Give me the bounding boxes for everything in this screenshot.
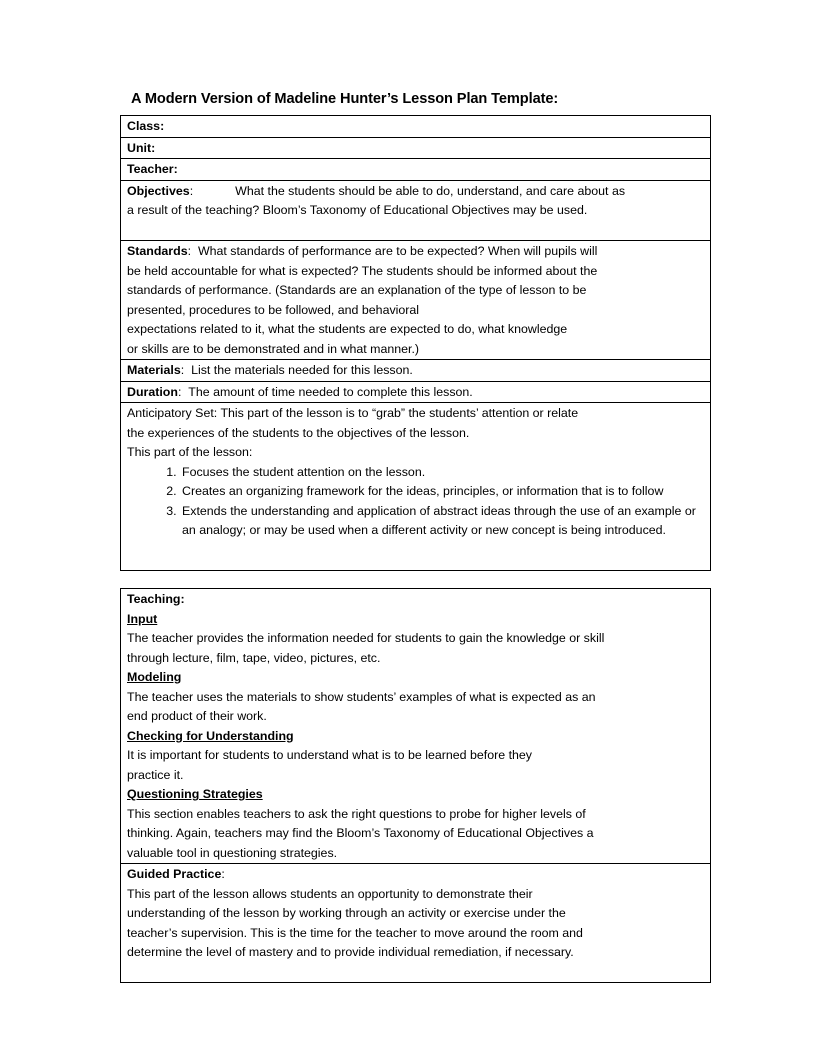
standards-line-6: or skills are to be demonstrated and in what manner.) [127, 341, 420, 356]
list-item: 1. Focuses the student attention on the lesson. [180, 463, 704, 483]
standards-line-5: expectations related to it, what the students are expected to do, what knowledge [127, 322, 568, 336]
anticipatory-line-1: Anticipatory Set: This part of the lesson is to “grab” the students’ attention or relate [127, 406, 579, 420]
cell-materials [121, 360, 711, 382]
materials-colon: : [180, 363, 185, 377]
table-row-standards [121, 241, 711, 360]
questioning-strategies-heading: Questioning Strategies [127, 787, 263, 801]
objectives-line-1 [127, 182, 704, 202]
table-row-guided-practice [121, 864, 711, 983]
input-line-2: through lecture, film, tape, video, pictures, etc. [127, 650, 381, 665]
input-line-1: The teacher provides the information needed for students to gain the knowledge or skill [127, 631, 605, 645]
lesson-plan-table-top [120, 115, 711, 571]
guided-practice-line-1: This part of the lesson allows students an opportunity to demonstrate their [127, 886, 533, 901]
page-title: A Modern Version of Madeline Hunter’s Lesson Plan Template: [131, 91, 559, 107]
list-item: 3. Extends the understanding and application of abstract ideas through the use of an example or an analogy; or may be used when a different activity or new concept is being introduced. [180, 502, 704, 541]
lesson-plan-table-bottom [120, 588, 711, 983]
guided-practice-line-2: understanding of the lesson by working through an activity or exercise under the [127, 906, 566, 920]
duration-colon: : [177, 384, 182, 399]
table-row-duration [121, 381, 711, 403]
standards-line-2: be held accountable for what is expected? The students should be informed about the [127, 263, 598, 278]
materials-line [127, 361, 704, 381]
modeling-heading: Modeling [127, 670, 182, 684]
guided-practice-line-4: determine the level of mastery and to provide individual remediation, if necessary. [127, 945, 574, 959]
materials-label: Materials [127, 363, 181, 377]
duration-text: The amount of time needed to complete this lesson. [188, 384, 473, 399]
objectives-blank-line [127, 221, 704, 241]
anticipatory-line-3: This part of the lesson: [127, 445, 253, 459]
objectives-label: Objectives [127, 183, 190, 198]
table-row-teacher [121, 159, 711, 181]
table-row-materials [121, 360, 711, 382]
standards-line-4: presented, procedures to be followed, and behavioral [127, 302, 420, 317]
unit-label: Unit: [127, 140, 156, 155]
materials-text: List the materials needed for this lesson. [191, 363, 413, 377]
class-label: Class: [127, 119, 165, 133]
checking-line-1: It is important for students to understand what is to be learned before they [127, 748, 532, 762]
standards-line-3: standards of performance. (Standards are an explanation of the type of lesson to be [127, 283, 587, 297]
questioning-line-1: This section enables teachers to ask the right questions to probe for higher levels of [127, 806, 586, 821]
anticipatory-line-2: the experiences of the students to the objectives of the lesson. [127, 425, 470, 440]
guided-practice-line-3: teacher’s supervision. This is the time for the teacher to move around the room and [127, 925, 583, 940]
guided-practice-colon: : [221, 867, 225, 881]
duration-label: Duration [127, 384, 178, 399]
guided-practice-label: Guided Practice [127, 867, 222, 881]
guided-practice-blank-line [127, 963, 704, 983]
cell-teacher [121, 159, 711, 181]
objectives-colon: : [189, 183, 194, 198]
modeling-line-1: The teacher uses the materials to show students’ examples of what is expected as an [127, 689, 596, 704]
checking-for-understanding-heading: Checking for Understanding [127, 728, 294, 743]
table-row-unit [121, 137, 711, 159]
teaching-heading: Teaching: [127, 592, 185, 606]
questioning-line-3: valuable tool in questioning strategies. [127, 845, 338, 860]
table-row-anticipatory-set [121, 403, 711, 571]
checking-line-2: practice it. [127, 767, 184, 782]
guided-practice-heading [127, 865, 704, 885]
duration-line [127, 383, 704, 403]
cell-duration [121, 381, 711, 403]
standards-colon: : [187, 244, 192, 258]
table-row-teaching [121, 589, 711, 864]
cell-teaching [121, 589, 711, 864]
teacher-label: Teacher: [127, 162, 178, 176]
table-row-objectives [121, 180, 711, 241]
cell-guided-practice [121, 864, 711, 983]
input-heading: Input [127, 611, 158, 626]
standards-text-1: What standards of performance are to be expected? When will pupils will [197, 244, 598, 258]
standards-line-1 [127, 242, 704, 262]
anticipatory-set-list [127, 463, 704, 541]
objectives-line-2: a result of the teaching? Bloom’s Taxonomy of Educational Objectives may be used. [127, 203, 588, 217]
standards-label: Standards [127, 244, 188, 258]
objectives-text-1: What the students should be able to do, understand, and care about as [235, 183, 626, 198]
modeling-line-2: end product of their work. [127, 709, 267, 723]
cell-objectives [121, 180, 711, 241]
cell-anticipatory-set [121, 403, 711, 571]
table-row-class [121, 116, 711, 138]
questioning-line-2: thinking. Again, teachers may find the Bloom’s Taxonomy of Educational Objectives a [127, 826, 594, 840]
list-item: 2. Creates an organizing framework for the ideas, principles, or information that is to follow [180, 482, 704, 502]
cell-class [121, 116, 711, 138]
cell-unit [121, 137, 711, 159]
cell-standards [121, 241, 711, 360]
